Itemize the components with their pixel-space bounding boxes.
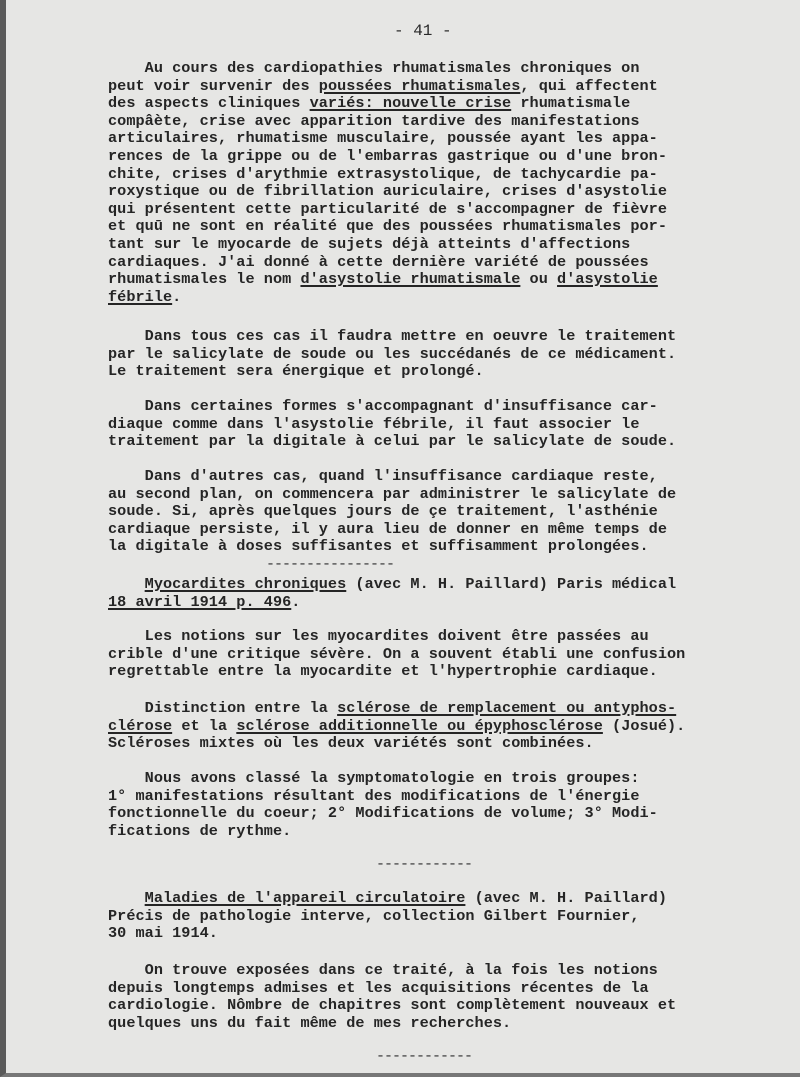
underlined-term: Myocardites chroniques xyxy=(144,575,347,593)
heading-maladies-appareil-circulatoire xyxy=(108,890,776,943)
text-run: rhumatismale xyxy=(511,94,631,113)
paragraph-treatment-salicylate xyxy=(108,328,776,381)
text-line: cardiologie. Nômbre de chapitres sont complètement nouveaux et xyxy=(108,996,677,1015)
text-run: . xyxy=(291,592,301,611)
text-run: (avec M. H. Paillard) xyxy=(465,889,668,907)
paragraph-myocardites-notions xyxy=(108,628,776,681)
text-line: la digitale à doses suffisantes et suffisamment prolongées. xyxy=(108,537,649,556)
text-line xyxy=(108,78,776,96)
text-run: (avec M. H. Paillard) Paris médical xyxy=(346,575,677,593)
text-run: rhumatismales le nom xyxy=(108,270,301,289)
text-line: Dans tous ces cas il faudra mettre en oeuvre le traitement xyxy=(108,327,677,345)
text-line: au second plan, on commencera par administrer le salicylate de xyxy=(108,484,677,503)
text-line: 30 mai 1914. xyxy=(108,924,218,943)
text-line: diaque comme dans l'asystolie fébrile, il faut associer le xyxy=(108,414,640,433)
heading-myocardites-chroniques xyxy=(108,576,776,611)
text-line: crible d'une critique sévère. On a souvent établi une confusion xyxy=(108,644,686,663)
underlined-term: d'asystolie rhumatismale xyxy=(300,270,521,289)
text-run: , qui affectent xyxy=(520,76,658,95)
text-line: cardiaques. J'ai donné à cette dernière variété de poussées xyxy=(108,252,649,271)
text-line: regrettable entre la myocardite et l'hypertrophie cardiaque. xyxy=(108,662,658,681)
text-line: compâète, crise avec apparition tardive des manifestations xyxy=(108,111,640,130)
text-line: Le traitement sera énergique et prolongé. xyxy=(108,362,484,381)
paragraph-sclerose-distinction xyxy=(108,700,776,753)
text-line xyxy=(108,576,776,594)
paragraph-cardiac-insufficiency xyxy=(108,468,776,556)
text-line: On trouve exposées dans ce traité, à la fois les notions xyxy=(108,961,658,979)
underlined-term: variés: nouvelle crise xyxy=(309,94,512,113)
text-line: Dans d'autres cas, quand l'insuffisance cardiaque reste, xyxy=(108,467,658,485)
underlined-term: Maladies de l'appareil circulatoire xyxy=(144,889,466,907)
text-line xyxy=(108,700,776,718)
underlined-term: clérose xyxy=(108,716,173,735)
text-line: roxystique ou de fibrillation auriculaire, crises d'asystolie xyxy=(108,182,668,201)
text-line xyxy=(108,718,776,736)
text-line xyxy=(108,890,776,908)
text-line: Scléroses mixtes où les deux variétés sont combinées. xyxy=(108,734,594,753)
underlined-term: d'asystolie xyxy=(557,270,658,289)
underlined-term: 18 avril 1914 p. 496 xyxy=(108,592,292,611)
text-run: . xyxy=(172,287,182,306)
text-line: Les notions sur les myocardites doivent être passées au xyxy=(108,627,649,645)
text-line: traitement par la digitale à celui par le salicylate de soude. xyxy=(108,432,677,451)
text-run xyxy=(108,889,145,907)
text-line: Au cours des cardiopathies rhumatismales chroniques on xyxy=(108,59,640,77)
text-line: chite, crises d'arythmie extrasystolique, de tachycardie pa- xyxy=(108,164,658,183)
text-line: par le salicylate de soude ou les succédanés de ce médicament. xyxy=(108,344,677,363)
page-number: - 41 - xyxy=(394,22,452,40)
text-line: Nous avons classé la symptomatologie en trois groupes: xyxy=(108,769,640,787)
separator-line-2: ------------ xyxy=(376,856,473,873)
text-line: qui présentent cette particularité de s'accompagner de fièvre xyxy=(108,199,668,218)
text-line xyxy=(108,289,776,307)
text-line: rences de la grippe ou de l'embarras gastrique ou d'une bron- xyxy=(108,146,668,165)
text-line: soude. Si, après quelques jours de çe traitement, l'asthénie xyxy=(108,502,658,521)
text-line: Précis de pathologie interve, collection Gilbert Fournier, xyxy=(108,906,640,925)
text-run xyxy=(108,575,145,593)
text-run: (Josué). xyxy=(602,716,686,735)
underlined-term: poussées rhumatismales xyxy=(318,76,521,95)
paragraph-digitalis-association xyxy=(108,398,776,451)
text-line: articulaires, rhumatisme musculaire, poussée ayant les appa- xyxy=(108,129,658,148)
text-line: tant sur le myocarde de sujets déjà atteints d'affections xyxy=(108,234,631,253)
underlined-term: fébrile xyxy=(108,287,173,306)
paragraph-symptomatology xyxy=(108,770,776,840)
paragraph-rheumatic-cardiopathies xyxy=(108,60,776,306)
text-line xyxy=(108,594,776,612)
text-line: 1° manifestations résultant des modifications de l'énergie xyxy=(108,786,640,805)
text-line: depuis longtemps admises et les acquisitions récentes de la xyxy=(108,978,649,997)
separator-line: ---------------- xyxy=(266,556,395,573)
paragraph-traite-notions xyxy=(108,962,776,1032)
text-run: Distinction entre la xyxy=(108,699,338,717)
text-run: ou xyxy=(520,270,558,289)
text-line: fications de rythme. xyxy=(108,821,292,840)
text-line: et quū ne sont en réalité que des poussées rhumatismales por- xyxy=(108,217,668,236)
text-line: cardiaque persiste, il y aura lieu de donner en même temps de xyxy=(108,519,668,538)
text-line: Dans certaines formes s'accompagnant d'insuffisance car- xyxy=(108,397,658,415)
text-line xyxy=(108,95,776,113)
text-line xyxy=(108,271,776,289)
underlined-term: sclérose de remplacement ou antyphos- xyxy=(337,699,677,717)
text-run: et la xyxy=(172,716,237,735)
underlined-term: sclérose additionnelle ou épyphosclérose xyxy=(236,716,603,735)
text-run: des aspects cliniques xyxy=(108,94,310,113)
text-line: fonctionnelle du coeur; 2° Modifications de volume; 3° Modi- xyxy=(108,804,658,823)
separator-line-3: ------------ xyxy=(376,1048,473,1065)
text-line: quelques uns du fait même de mes recherches. xyxy=(108,1013,512,1032)
text-run: peut voir survenir des xyxy=(108,76,319,95)
